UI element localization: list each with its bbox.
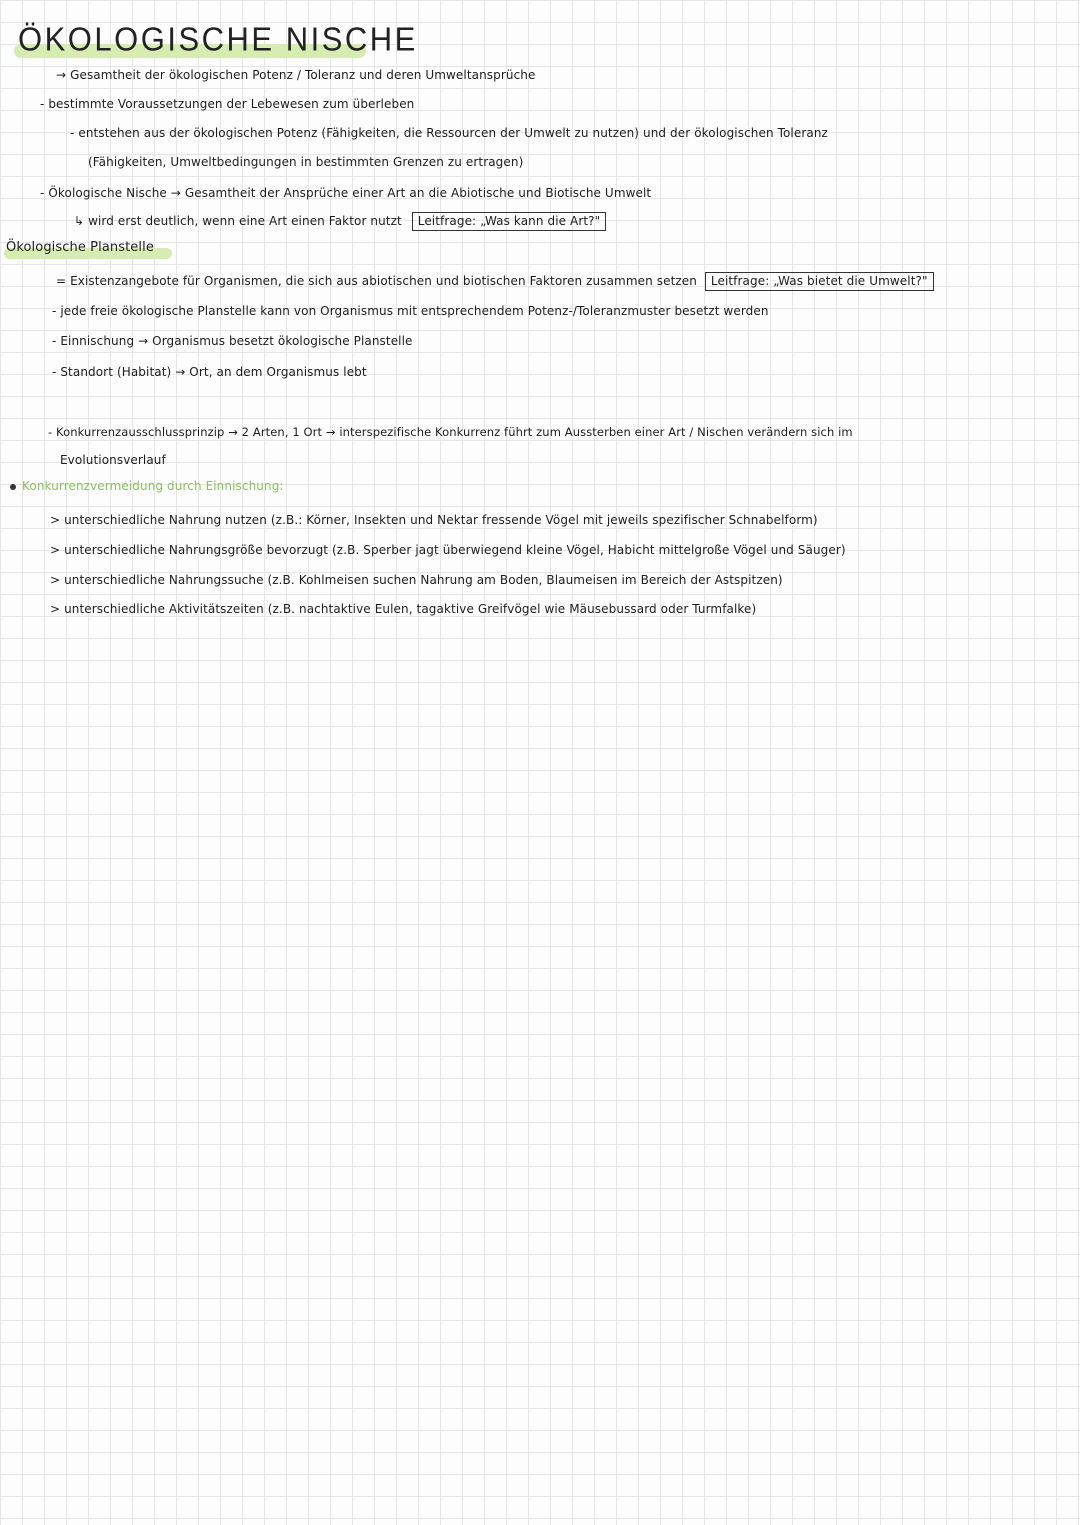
planstelle-definition: = Existenzangebote für Organismen, die sich aus abiotischen und biotischen Faktoren zusammen setzen — [56, 274, 697, 288]
nische-deutlich-text: ↳ wird erst deutlich, wenn eine Art einen Faktor nutzt — [74, 214, 402, 228]
list-item-nahrungssuche: > unterschiedliche Nahrungssuche (z.B. Kohlmeisen suchen Nahrung am Boden, Blaumeisen im Bereich der Astspitzen) — [50, 573, 783, 587]
planstelle-definition-line — [56, 272, 934, 291]
konkurrenzausschluss: - Konkurrenzausschlussprinzip → 2 Arten, 1 Ort → interspezifische Konkurrenz führt zum Aussterben einer Art / Nischen verändern sich im — [48, 425, 853, 439]
list-item-nahrung: > unterschiedliche Nahrung nutzen (z.B.: Körner, Insekten und Nektar fressende Vögel mit jeweils spezifischer Schnabelform) — [50, 513, 818, 527]
nische-leitfrage-line — [74, 212, 606, 231]
nische-voraussetzungen: - bestimmte Voraussetzungen der Lebewesen zum überleben — [40, 97, 415, 111]
planstelle-leitfrage-box: Leitfrage: „Was bietet die Umwelt?" — [705, 272, 934, 291]
list-item-aktivitaetszeiten: > unterschiedliche Aktivitätszeiten (z.B. nachtaktive Eulen, tagaktive Greifvögel wie Mäusebussard oder Turmfalke) — [50, 602, 757, 616]
nische-toleranz: (Fähigkeiten, Umweltbedingungen in bestimmten Grenzen zu ertragen) — [88, 155, 524, 169]
planstelle-besetzung: - jede freie ökologische Planstelle kann von Organismus mit entsprechendem Potenz-/Toleranzmuster besetzt werden — [52, 304, 769, 318]
nische-leitfrage-box: Leitfrage: „Was kann die Art?" — [412, 212, 607, 231]
nische-begriff: - Ökologische Nische → Gesamtheit der Ansprüche einer Art an die Abiotische und Biotische Umwelt — [40, 186, 652, 200]
planstelle-einnischung: - Einnischung → Organismus besetzt ökologische Planstelle — [52, 334, 413, 348]
bullet-dot — [10, 484, 16, 490]
page-title: ÖKOLOGISCHE NISCHE — [18, 20, 418, 58]
planstelle-standort: - Standort (Habitat) → Ort, an dem Organismus lebt — [52, 365, 367, 379]
list-item-nahrungsgroesse: > unterschiedliche Nahrungsgröße bevorzugt (z.B. Sperber jagt überwiegend kleine Vögel, Habicht mittelgroße Vögel und Säuger) — [50, 543, 846, 557]
konkurrenzvermeidung-heading: Konkurrenzvermeidung durch Einnischung: — [22, 479, 284, 493]
nische-entstehung: - entstehen aus der ökologischen Potenz (Fähigkeiten, die Ressourcen der Umwelt zu nutzen) und der ökologischen Toleranz — [70, 126, 828, 140]
planstelle-heading: Ökologische Planstelle — [6, 240, 154, 255]
evolutionsverlauf: Evolutionsverlauf — [60, 453, 166, 467]
nische-definition: → Gesamtheit der ökologischen Potenz / Toleranz und deren Umweltansprüche — [56, 68, 536, 82]
